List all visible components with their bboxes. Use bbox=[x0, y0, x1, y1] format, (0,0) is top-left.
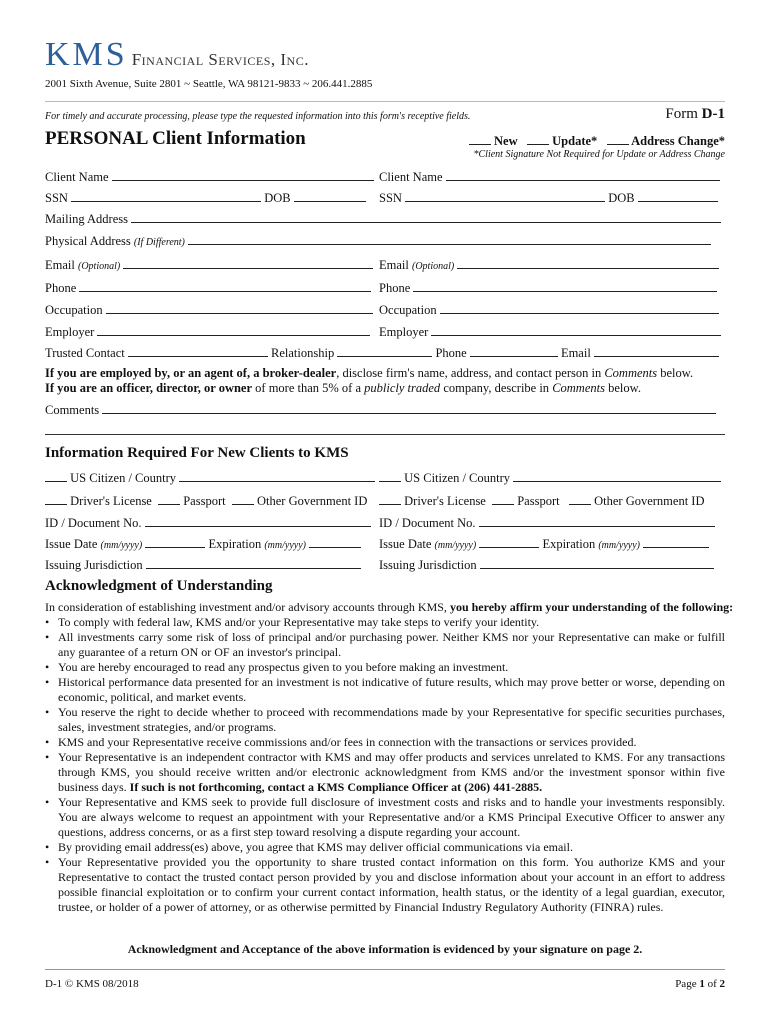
trusted-contact-label: Trusted Contact bbox=[45, 346, 125, 360]
client2-dates-row bbox=[379, 536, 709, 553]
page-number bbox=[675, 978, 725, 990]
client1-occupation-input[interactable] bbox=[106, 302, 373, 314]
ack-intro bbox=[45, 600, 733, 615]
client2-passport-check[interactable] bbox=[492, 493, 514, 505]
physical-address-input[interactable] bbox=[188, 233, 711, 245]
client2-email-row bbox=[379, 257, 719, 274]
new-clients-heading: Information Required For New Clients to KMS bbox=[45, 445, 349, 461]
below-text: below. bbox=[604, 381, 641, 395]
update-checkbox[interactable] bbox=[527, 133, 549, 145]
client-name-label: Client Name bbox=[379, 170, 443, 184]
address-change-checkbox[interactable] bbox=[607, 133, 629, 145]
occupation-label: Occupation bbox=[379, 303, 437, 317]
if-different-label: (If Different) bbox=[133, 237, 185, 248]
publicly-traded: publicly traded bbox=[364, 381, 441, 395]
ack-bullet7-text: Your Representative is an independent contractor with KMS and may offer products and services unrelated to KMS. For any transactions through KMS, you should receive written and/or electronic acknowledgment from KMS and/or the investment sponsor within five business days. bbox=[58, 750, 725, 794]
form-options bbox=[469, 133, 725, 149]
other-gov-id-label: Other Government ID bbox=[256, 494, 368, 508]
optional-label: (Optional) bbox=[411, 261, 455, 272]
broker-note-line1 bbox=[45, 366, 693, 381]
client2-ssn-row bbox=[379, 190, 718, 206]
company-name: Financial Services, Inc. bbox=[131, 50, 309, 69]
ack-bullet7-bold: If such is not forthcoming, contact a KMS Compliance Officer at (206) 441-2885. bbox=[129, 780, 543, 794]
header-divider bbox=[45, 101, 725, 102]
client2-phone-row bbox=[379, 280, 717, 296]
form-id: D-1 bbox=[701, 106, 725, 122]
client2-citizen-check[interactable] bbox=[379, 470, 401, 482]
client1-doc-input[interactable] bbox=[145, 515, 371, 527]
client1-employer-row bbox=[45, 324, 370, 340]
client2-ssn-input[interactable] bbox=[405, 190, 605, 202]
comments-label: Comments bbox=[45, 403, 100, 417]
officer-note-bold: If you are an officer, director, or owner bbox=[45, 381, 253, 395]
mailing-address-input[interactable] bbox=[131, 211, 721, 223]
client1-other-id-check[interactable] bbox=[232, 493, 254, 505]
comments-ref: Comments bbox=[604, 366, 658, 380]
issue-date-label: Issue Date bbox=[45, 537, 98, 551]
date-format: (mm/yyyy) bbox=[434, 540, 477, 551]
date-format: (mm/yyyy) bbox=[598, 540, 640, 551]
tc-email-input[interactable] bbox=[594, 345, 719, 357]
tc-phone-input[interactable] bbox=[470, 345, 558, 357]
ack-bullet: • You reserve the right to decide whether to proceed with recommendations made by your Representative for specific securities purchases, sales, investment strategies, and/or programs. bbox=[45, 705, 725, 735]
ack-intro-text: In consideration of establishing investment and/or advisory accounts through KMS, bbox=[45, 600, 450, 614]
client1-ssn-row bbox=[45, 190, 366, 206]
client2-dl-check[interactable] bbox=[379, 493, 401, 505]
mailing-address-label: Mailing Address bbox=[45, 212, 128, 226]
form-number bbox=[665, 106, 725, 123]
client2-jurisdiction-row bbox=[379, 557, 714, 573]
ack-bullet-list bbox=[45, 615, 725, 915]
client1-issue-input[interactable] bbox=[145, 536, 205, 548]
client2-occupation-row bbox=[379, 302, 719, 318]
expiration-label: Expiration bbox=[542, 537, 596, 551]
passport-label: Passport bbox=[183, 494, 226, 508]
other-gov-id-label: Other Government ID bbox=[594, 494, 705, 508]
ack-bullet: • Historical performance data presented for an investment is not indicative of future results, which may prove better or worse, depending on economic, political, and market events. bbox=[45, 675, 725, 705]
us-citizen-label: US Citizen / Country bbox=[404, 471, 511, 485]
issue-date-label: Issue Date bbox=[379, 537, 432, 551]
client2-occupation-input[interactable] bbox=[440, 302, 719, 314]
client1-expiration-input[interactable] bbox=[309, 536, 361, 548]
relationship-label: Relationship bbox=[271, 346, 335, 360]
ack-bullet: • By providing email address(es) above, you agree that KMS may deliver official communications via email. bbox=[45, 840, 725, 855]
phone-label: Phone bbox=[379, 281, 411, 295]
trusted-contact-input[interactable] bbox=[128, 345, 268, 357]
ack-bullet: • All investments carry some risk of loss of principal and/or purchasing power. Neither KMS nor your Representative can make or fulfill any guarantee of a return ON or OF an investor's principal. bbox=[45, 630, 725, 660]
client2-id-type-row bbox=[379, 493, 705, 509]
employer-label: Employer bbox=[379, 325, 429, 339]
comments-input[interactable] bbox=[102, 402, 716, 414]
tc-phone-label: Phone bbox=[435, 346, 467, 360]
officer-note-text2: company, describe in bbox=[440, 381, 553, 395]
occupation-label: Occupation bbox=[45, 303, 103, 317]
option-address-change: Address Change* bbox=[631, 134, 725, 148]
comments-ref: Comments bbox=[552, 381, 605, 395]
client2-dob-input[interactable] bbox=[638, 190, 718, 202]
client1-dates-row bbox=[45, 536, 361, 553]
client1-name-row bbox=[45, 169, 374, 185]
footer-left: D-1 © KMS 08/2018 bbox=[45, 978, 139, 990]
company-address: 2001 Sixth Avenue, Suite 2801 ~ Seattle, WA 98121-9833 ~ 206.441.2885 bbox=[45, 78, 373, 90]
page-label: Page bbox=[675, 978, 697, 990]
client2-issue-input[interactable] bbox=[479, 536, 539, 548]
physical-address-label: Physical Address bbox=[45, 234, 131, 248]
client2-other-id-check[interactable] bbox=[569, 493, 591, 505]
officer-note-text: of more than 5% of a bbox=[252, 381, 365, 395]
options-note: *Client Signature Not Required for Update or Address Change bbox=[473, 149, 725, 160]
trusted-contact-row bbox=[45, 345, 719, 361]
email-label: Email bbox=[379, 258, 409, 272]
ack-bullet: • Your Representative provided you the opportunity to share trusted contact information on this form. You authorize KMS and your Representative to contact the trusted contact person provided by you and disclose information about your account in an effort to address possible financial exploitation or to confirm your current contact information, health status, or the identity of a legal guardian, executor, trustee, or holder of a power of attorney, or as otherwise permitted by Financial Industry Regulatory Authority (FINRA) rules. bbox=[45, 855, 725, 915]
client1-id-type-row bbox=[45, 493, 367, 509]
comments-row bbox=[45, 402, 716, 418]
ack-bullet: • KMS and your Representative receive commissions and/or fees in connection with the transactions or services provided. bbox=[45, 735, 725, 750]
client2-expiration-input[interactable] bbox=[643, 536, 709, 548]
client2-employer-row bbox=[379, 324, 721, 340]
page-title: PERSONAL Client Information bbox=[45, 128, 306, 149]
client2-name-row bbox=[379, 169, 720, 185]
dob-label: DOB bbox=[264, 191, 291, 205]
ack-closing: Acknowledgment and Acceptance of the above information is evidenced by your signature on page 2. bbox=[127, 942, 643, 956]
client2-citizen-row bbox=[379, 470, 721, 486]
new-checkbox[interactable] bbox=[469, 133, 491, 145]
optional-label: (Optional) bbox=[77, 261, 121, 272]
client1-employer-input[interactable] bbox=[97, 324, 370, 336]
passport-label: Passport bbox=[517, 494, 560, 508]
client1-passport-check[interactable] bbox=[158, 493, 180, 505]
client1-jurisdiction-row bbox=[45, 557, 361, 573]
footer-divider bbox=[45, 969, 725, 970]
page-current: 1 bbox=[699, 978, 705, 990]
option-new: New bbox=[494, 134, 518, 148]
dob-label: DOB bbox=[608, 191, 635, 205]
page-total: 2 bbox=[719, 978, 725, 990]
drivers-license-label: Driver's License bbox=[404, 494, 486, 508]
ack-bullet-compliance bbox=[45, 750, 725, 795]
client2-employer-input[interactable] bbox=[431, 324, 721, 336]
expiration-label: Expiration bbox=[208, 537, 262, 551]
ack-intro-bold: you hereby affirm your understanding of the following: bbox=[449, 600, 734, 614]
physical-address-row bbox=[45, 233, 711, 250]
ssn-label: SSN bbox=[45, 191, 68, 205]
jurisdiction-label: Issuing Jurisdiction bbox=[379, 558, 477, 572]
form-label: Form bbox=[665, 106, 698, 122]
comments-line2[interactable] bbox=[45, 434, 725, 435]
option-update: Update* bbox=[552, 134, 598, 148]
date-format: (mm/yyyy) bbox=[264, 540, 306, 551]
client1-dl-check[interactable] bbox=[45, 493, 67, 505]
client1-occupation-row bbox=[45, 302, 373, 318]
date-format: (mm/yyyy) bbox=[100, 540, 143, 551]
client1-phone-row bbox=[45, 280, 371, 296]
client1-name-input[interactable] bbox=[112, 169, 374, 181]
ack-bullet: • Your Representative and KMS seek to provide full disclosure of investment costs and risks and to handle your investments responsibly. You are always welcome to request an appointment with your Representative and/or a KMS Principal Executive Officer to answer any questions, address concerns, or as a first step toward resolving a dispute regarding your account. bbox=[45, 795, 725, 840]
relationship-input[interactable] bbox=[337, 345, 432, 357]
us-citizen-label: US Citizen / Country bbox=[70, 471, 177, 485]
ack-bullet: • You are hereby encouraged to read any prospectus given to you before making an investment. bbox=[45, 660, 725, 675]
client2-doc-input[interactable] bbox=[479, 515, 715, 527]
ack-heading: Acknowledgment of Understanding bbox=[45, 578, 273, 594]
employer-label: Employer bbox=[45, 325, 95, 339]
client1-dob-input[interactable] bbox=[294, 190, 366, 202]
id-doc-label: ID / Document No. bbox=[379, 516, 476, 530]
client1-email-input[interactable] bbox=[123, 257, 373, 269]
ssn-label: SSN bbox=[379, 191, 402, 205]
tc-email-label: Email bbox=[560, 346, 591, 360]
broker-note-line2 bbox=[45, 381, 641, 396]
client2-jurisdiction-input[interactable] bbox=[480, 557, 714, 569]
client-name-label: Client Name bbox=[45, 170, 109, 184]
drivers-license-label: Driver's License bbox=[70, 494, 152, 508]
client1-citizen-row bbox=[45, 470, 375, 486]
client1-ssn-input[interactable] bbox=[71, 190, 261, 202]
ack-bullet: • To comply with federal law, KMS and/or your Representative may take steps to verify your identity. bbox=[45, 615, 725, 630]
client2-email-input[interactable] bbox=[457, 257, 719, 269]
client1-country-input[interactable] bbox=[179, 470, 375, 482]
logo bbox=[45, 36, 309, 74]
client2-country-input[interactable] bbox=[513, 470, 721, 482]
client1-jurisdiction-input[interactable] bbox=[146, 557, 361, 569]
below-text: below. bbox=[657, 366, 694, 380]
logo-letters: KMS bbox=[45, 36, 128, 73]
page-of: of bbox=[707, 978, 717, 990]
id-doc-label: ID / Document No. bbox=[45, 516, 142, 530]
client2-doc-row bbox=[379, 515, 715, 531]
broker-note-text: , disclose firm's name, address, and contact person in bbox=[336, 366, 605, 380]
client1-citizen-check[interactable] bbox=[45, 470, 67, 482]
client2-phone-input[interactable] bbox=[413, 280, 717, 292]
mailing-address-row bbox=[45, 211, 721, 227]
client2-name-input[interactable] bbox=[446, 169, 720, 181]
phone-label: Phone bbox=[45, 281, 77, 295]
broker-note-bold: If you are employed by, or an agent of, a broker-dealer bbox=[45, 366, 337, 380]
client1-doc-row bbox=[45, 515, 371, 531]
email-label: Email bbox=[45, 258, 75, 272]
client1-phone-input[interactable] bbox=[79, 280, 371, 292]
jurisdiction-label: Issuing Jurisdiction bbox=[45, 558, 143, 572]
instructions: For timely and accurate processing, please type the requested information into this form's receptive fields. bbox=[45, 111, 471, 122]
client1-email-row bbox=[45, 257, 373, 274]
